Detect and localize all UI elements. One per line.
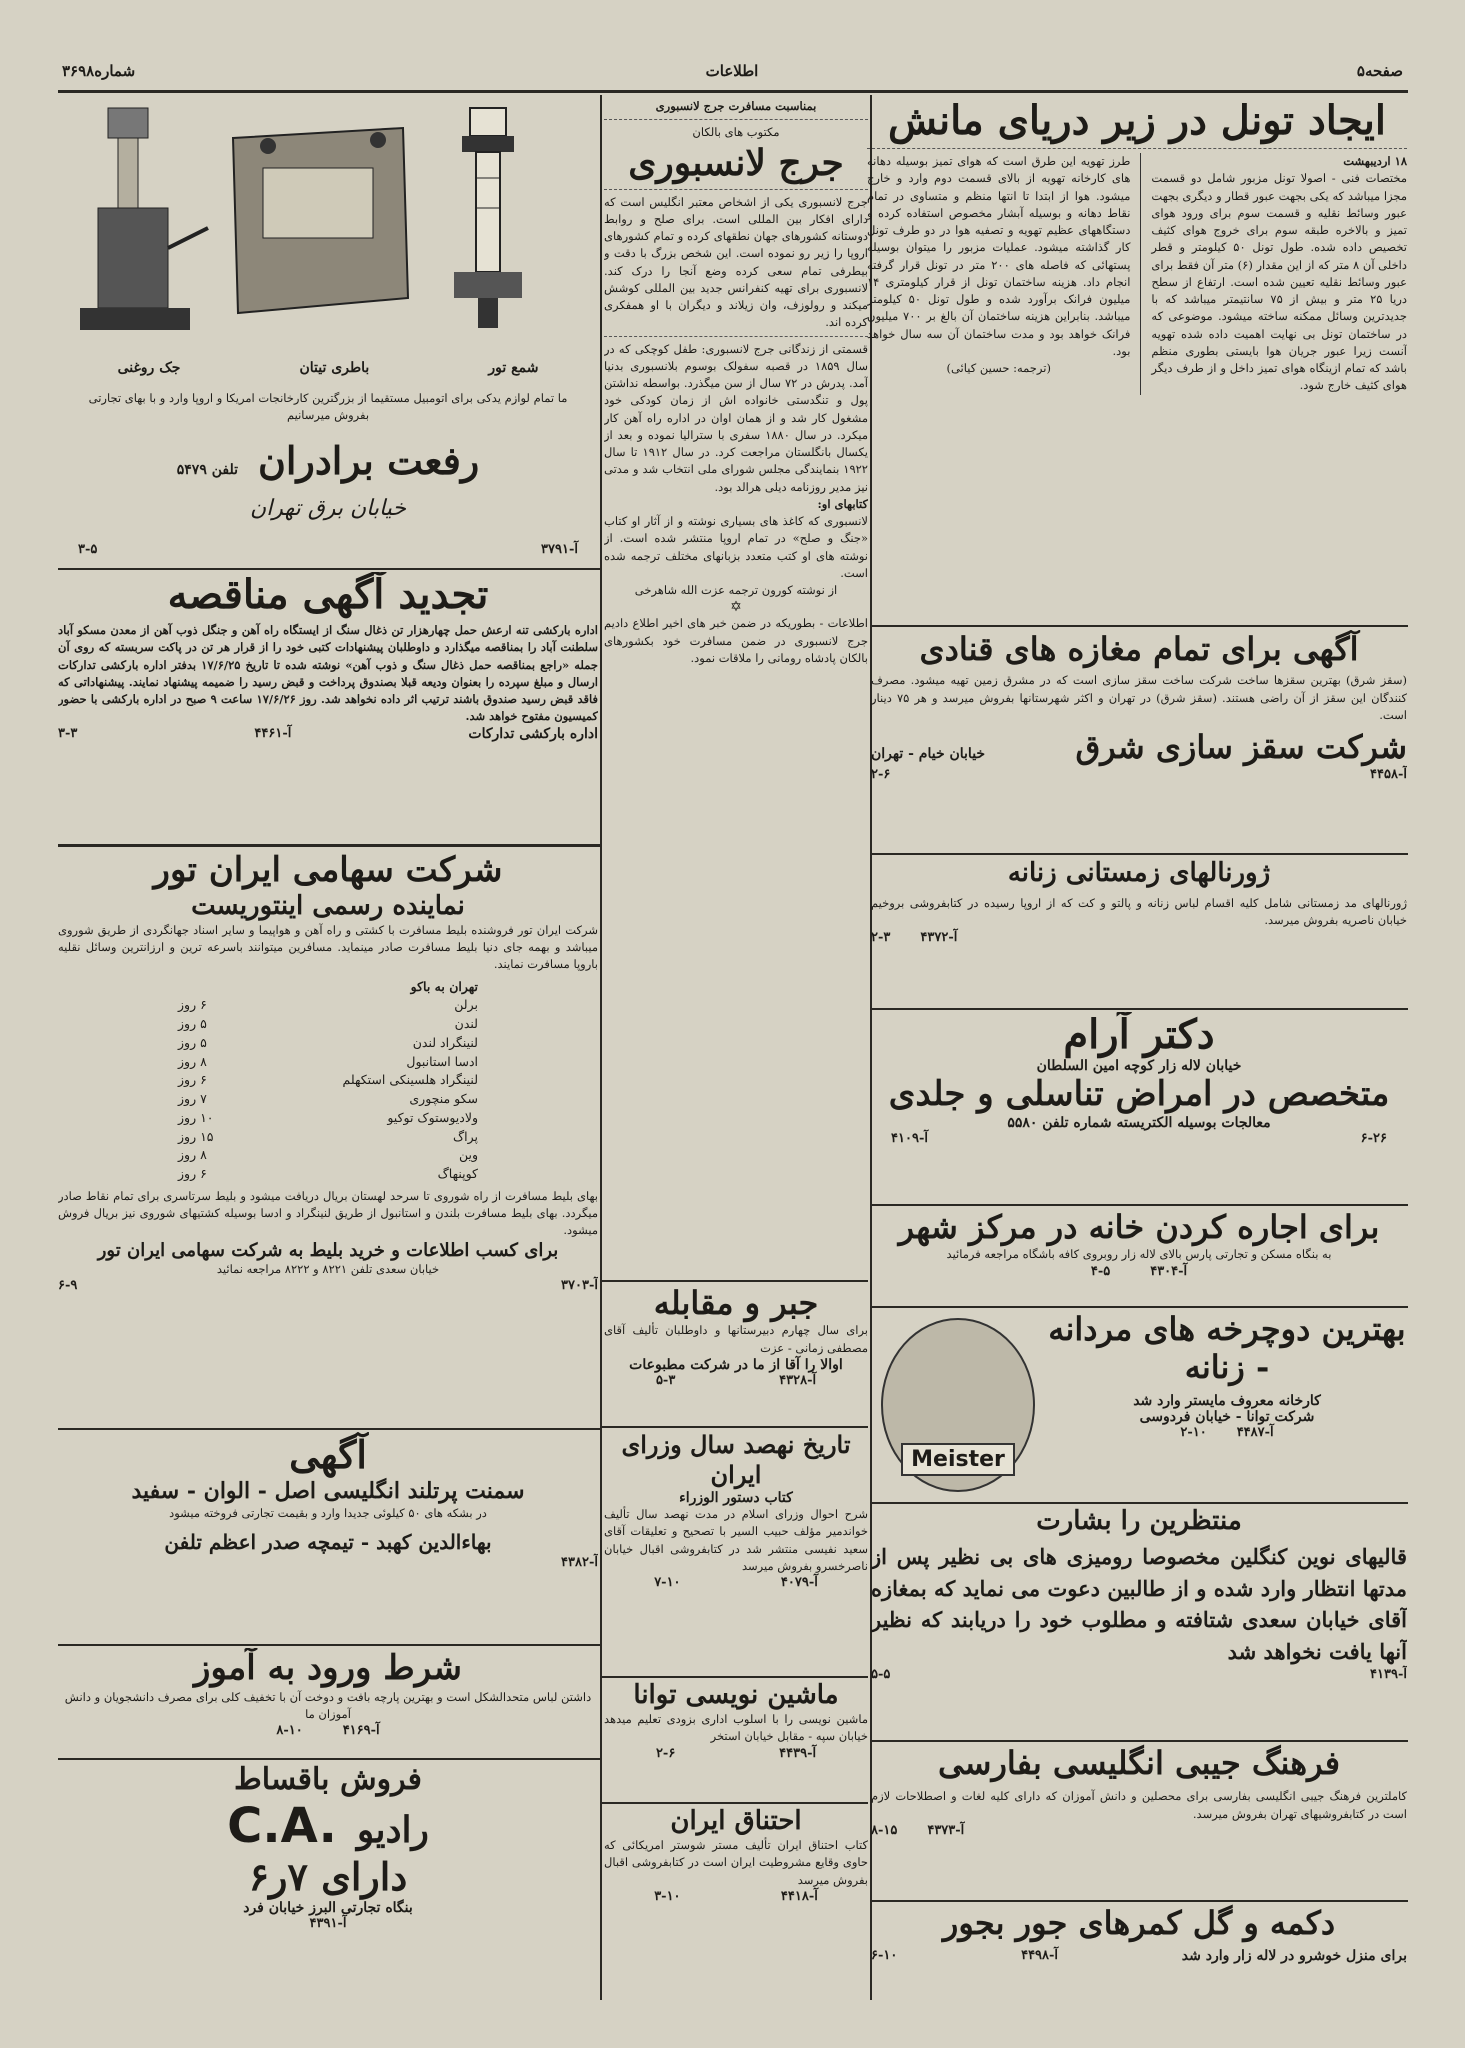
- table-row: [178, 1034, 478, 1053]
- doctor-codes: [871, 1131, 1407, 1146]
- rafat-address: خیابان برق تهران: [250, 496, 406, 521]
- radio-line2: رادیو: [356, 1809, 429, 1851]
- radio-brand: C.A.: [227, 1798, 337, 1854]
- algebra-codes: [604, 1373, 868, 1388]
- rafat-code: آ-۳۷۹۱: [541, 542, 578, 557]
- lansbury-kicker: بمناسبت مسافرت جرج لانسبوری: [655, 99, 817, 113]
- table-cell: سکو منچوری: [409, 1091, 478, 1107]
- uniform-run: ۸-۱۰: [276, 1723, 303, 1739]
- lansbury-note: اطلاعات - بطوریکه در ضمن خبر های اخیر اطلاع دادیم جرج لانسبوری در ضمن مسافرت خود بکشورهای بالکان پادشاه رومانی را ملاقات نمود.: [604, 616, 868, 665]
- cement-product: سمنت پرتلند انگلیسی اصل - الوان - سفید: [131, 1477, 525, 1504]
- journals-headline: ژورنالهای زمستانی زنانه: [1007, 858, 1271, 888]
- confect-codes: [871, 767, 1407, 782]
- history-subhead: کتاب دستور الوزراء: [679, 1490, 793, 1506]
- bicycle-maker: کارخانه معروف مایستر وارد شد: [1133, 1392, 1321, 1409]
- ihtinaq-run: ۳-۱۰: [654, 1888, 681, 1904]
- table-cell: ۸ روز: [178, 1147, 207, 1163]
- lansbury-books-label: کتابهای او:: [817, 496, 868, 511]
- rafat-codes: [78, 542, 578, 557]
- divider: [604, 336, 868, 337]
- ihtinaq-ad: [604, 1806, 868, 2000]
- confect-body: (سقز شرق) بهترین سقزها ساخت شرکت ساخت سقز سازی است که در مشرق زمین تهیه میشود. مصرف کنندگان این سقز از آن راضی هستند. (سقز شرق) در تهران و اکثر شهرستانها بفروش میرسد و هر ۷۵ دینار است.: [871, 673, 1407, 722]
- radio-line3: دارای ۷ر۶: [248, 1854, 408, 1899]
- irantour-code: آ-۳۷۰۳: [561, 1277, 598, 1293]
- typing-headline: ماشین نویسی توانا: [633, 1680, 839, 1710]
- page-label: صفحه۵: [1356, 62, 1403, 80]
- carpets-body: قالیهای نوین کنگلین مخصوصا رومیزی های بی نظیر پس از مدتها انتظار وارد شده و از طالبین دعوت می نماید که بمغازه آقای خیابان سعدی شتافته و مطلوب خود را دریابند که نظیر آنها یافت نخواهد شد: [871, 1544, 1407, 1664]
- buttons-code: آ-۴۴۹۸: [1021, 1948, 1059, 1964]
- table-cell: ۶ روز: [178, 1072, 207, 1088]
- rule: [872, 625, 1408, 627]
- history-codes: [604, 1575, 868, 1590]
- tunnel-columns: [867, 153, 1407, 395]
- confect-address: خیابان خیام - تهران: [871, 746, 986, 763]
- dictionary-code: آ-۴۳۷۳: [927, 1822, 965, 1838]
- cement-headline: آگهی: [289, 1432, 367, 1477]
- divider: [1140, 153, 1141, 395]
- table-cell: لنینگراد لندن: [412, 1034, 478, 1050]
- rule: [602, 1426, 868, 1428]
- lansbury-headline: جرج لانسبوری: [628, 141, 844, 184]
- buttons-headline: دکمه و گل کمرهای جور بجور: [942, 1904, 1336, 1942]
- newspaper-name: اطلاعات: [705, 62, 759, 80]
- rafat-products-illustration: [58, 98, 598, 348]
- dictionary-run: ۸-۱۵: [871, 1822, 898, 1838]
- table-cell: وین: [458, 1147, 478, 1163]
- tender-footer: [58, 726, 598, 742]
- carpets-headline: منتظرین را بشارت: [1036, 1506, 1242, 1536]
- table-cell: برلن: [454, 997, 478, 1013]
- bicycle-ad: [871, 1310, 1407, 1500]
- rent-headline: برای اجاره کردن خانه در مرکز شهر: [898, 1208, 1380, 1246]
- rule: [872, 1306, 1408, 1308]
- buttons-ad: [871, 1904, 1407, 2000]
- rule: [58, 1758, 600, 1760]
- bicycle-text: [1047, 1310, 1407, 1440]
- table-cell: ۶ روز: [178, 1166, 207, 1182]
- confect-code: آ-۴۴۵۸: [1370, 766, 1407, 782]
- journals-body: ژورنالهای مد زمستانی شامل کلیه اقسام لباس زنانه و پالتو و کت که از اروپا رسیده در کتابفروشی بروخیم خیابان ناصریه بفروش میرسد.: [871, 896, 1407, 928]
- table-row: [178, 1015, 478, 1034]
- product-label: جک روغنی: [117, 360, 181, 376]
- history-headline: تاریخ نهصد سال وزرای ایران: [621, 1430, 851, 1489]
- lansbury-signature: از نوشته کورون ترجمه عزت الله شاهرخی: [634, 583, 838, 598]
- rule: [58, 1644, 600, 1646]
- table-row: [178, 1071, 478, 1090]
- table-cell: ۷ روز: [178, 1091, 207, 1107]
- bicycle-headline: بهترین دوچرخه های مردانه - زنانه: [1048, 1310, 1406, 1387]
- algebra-publisher: اوالا را آقا از ما در شرکت مطبوعات: [629, 1356, 843, 1373]
- radio-ad: [58, 1762, 598, 2000]
- uniform-body: داشتن لباس متحدالشکل است و بهترین پارچه بافت و دوخت آن با تخفیف کلی برای مصرف دانشجویان و دانش آموزان ما: [64, 1689, 592, 1722]
- irantour-table-head: [178, 978, 478, 997]
- rent-code: آ-۴۳۰۴: [1150, 1263, 1188, 1279]
- journals-ad: [871, 858, 1407, 1008]
- typing-ad: [604, 1680, 868, 1800]
- irantour-contact: برای کسب اطلاعات و خرید بلیط به شرکت سهامی ایران تور: [97, 1239, 559, 1261]
- doctor-run: ۶-۲۶: [1360, 1130, 1387, 1146]
- rafat-desc: ما تمام لوازم یدکی برای اتومبیل مستقیما از بزرگترین کارخانجات امریکا و اروپا وارد و با بهای تجارتی بفروش میرسانیم: [88, 391, 568, 423]
- irantour-ad: [58, 850, 598, 1425]
- tunnel-col2-wrap: [867, 153, 1130, 395]
- dictionary-body: کاملترین فرهنگ جیبی انگلیسی بفارسی برای محصلین و دانش آموزان که دارای کلیه لغات و اصطلاحات لازم است در کتابفروشیهای تهران بفروش میرسد.: [871, 1789, 1407, 1821]
- lansbury-body2: قسمتی از زندگانی جرج لانسبوری: طفل کوچکی که در سال ۱۸۵۹ در قصبه سفولک بوسوم بلانسبوری بدنیا آمد. پدرش در ۷۲ سال از سن میگذرد. بواسطه نداشتن پول و تنگدستی خانواده اش از زمان کودکی خود مشغول کار شد و از همان اوان در اداره راه آهن کار میکرد. در سال ۱۸۸۰ سفری با سترالیا نموده و بعد از یکسال بانگلستان مراجعت کرد. در سال ۱۹۱۲ تا سال ۱۹۲۲ بنمایندگی مجلس شورای ملی انتخاب شد و مدتی نیز مدیر روزنامه دیلی هرالد بود.: [604, 341, 868, 494]
- table-row: [178, 1165, 478, 1184]
- doctor-specialty: متخصص در امراض تناسلی و جلدی: [888, 1074, 1390, 1114]
- rule: [872, 1204, 1408, 1206]
- history-ad: [604, 1430, 868, 1674]
- doctor-address: خیابان لاله زار کوچه امین السلطان: [1036, 1058, 1242, 1074]
- doctor-name: دکتر آرام: [1063, 1012, 1215, 1058]
- rent-codes: [871, 1264, 1407, 1279]
- rent-body: به بنگاه مسکن و تجارتی پارس بالای لاله زار روبروی کافه باشگاه مراجعه فرمائید: [946, 1247, 1332, 1262]
- confect-ad: [871, 630, 1407, 848]
- uniform-code: آ-۴۱۶۹: [342, 1723, 380, 1739]
- lansbury-subkicker: مکتوب های بالکان: [692, 125, 780, 140]
- uniform-codes: [58, 1723, 598, 1738]
- doctor-note: معالجات بوسیله الکتریسته شماره تلفن ۵۵۸۰: [1007, 1114, 1271, 1131]
- tunnel-translator: (ترجمه: حسین کیائی): [946, 361, 1051, 375]
- table-cell: ادسا استانبول: [406, 1053, 478, 1069]
- table-cell: ۵ روز: [178, 1034, 207, 1050]
- cement-code: آ-۴۳۸۲: [561, 1555, 598, 1571]
- rent-run: ۴-۵: [1090, 1263, 1111, 1279]
- rafat-ad: [58, 98, 598, 566]
- bicycle-logo: Meister: [901, 1443, 1015, 1476]
- radio-codes: [58, 1916, 598, 1931]
- cement-codes: [58, 1555, 598, 1570]
- bicycle-seller: شرکت توانا - خیابان فردوسی: [1139, 1408, 1315, 1425]
- ihtinaq-body: کتاب احتناق ایران تألیف مستر شوستر امریکائی که حاوی وقایع مشروطیت ایران است در کتابفروشی اقبال بفروش میرسد: [604, 1838, 868, 1887]
- masthead-rule: [58, 90, 1408, 93]
- confect-run: ۲-۶: [871, 766, 891, 782]
- carpets-run: ۵-۵: [871, 1667, 891, 1683]
- irantour-note: بهای بلیط مسافرت از راه شوروی تا سرحد لهستان بریال دریافت میشود و بلیط سرتاسری برای تمام نقاط صادر میگردد. بهای بلیط مسافرت بلندن و استانبول از طریق لنینگراد و ادسا بوسیله کشتیهای شوروی نیز بریال فروش میشود.: [58, 1188, 598, 1238]
- irantour-codes: [58, 1278, 598, 1293]
- rule: [872, 1008, 1408, 1010]
- table-cell: ۵ روز: [178, 1016, 207, 1032]
- tender-signature: اداره بارکشی تدارکات: [468, 725, 598, 742]
- carpets-ad: [871, 1506, 1407, 1736]
- product-label: شمع تور: [488, 360, 539, 376]
- rule: [58, 568, 600, 570]
- bicycle-codes: [1047, 1425, 1407, 1440]
- buttons-body: برای منزل خوشرو در لاله زار وارد شد: [1181, 1948, 1407, 1965]
- tunnel-date: ۱۸ اردیبهشت: [1343, 154, 1407, 168]
- irantour-run: ۶-۹: [58, 1277, 78, 1293]
- rule: [602, 1802, 868, 1804]
- rule: [872, 853, 1408, 855]
- rafat-run: ۳-۵: [78, 542, 98, 557]
- tender-headline: تجدید آگهی مناقصه: [167, 572, 489, 618]
- battery-illustration: [233, 128, 408, 313]
- tunnel-col1: مختصات فنی - اصولا تونل مزبور شامل دو قسمت مجزا میباشد که یکی بجهت عبور قطار و دیگری بجهت عبور وسائط نقلیه و قسمت سوم برای ورود هوای تمیز و بالاخره طبقه سوم برای خروج هوای کثیف تخصیص داده شده. طول تونل ۵۰ کیلومتر و قطر داخلی آن ۸ متر که از این مقدار (۶) متر آن فقط برای عبور وسائط نقلیه تعیین شده است. ارتفاع از سطح دریا ۲۵ متر و بیش از ۷۵ سانتیمتر میباشد که با جدیدترین وسائل ممکنه ساخته میشود. موضوعی که در ساختمان تونل بی نهایت اهمیت داده شده تهویه آنست زیرا عبور جریان هوا بایستی بطوری منظم باشد که تمام ازینگاه هوای تمیز داخل و از طرف دیگر هوای کثیف خارج شود.: [1151, 171, 1407, 393]
- dictionary-ad: [871, 1744, 1407, 1899]
- rule: [872, 1502, 1408, 1504]
- table-row: [178, 1090, 478, 1109]
- tender-run: ۳-۳: [58, 725, 78, 741]
- ihtinaq-headline: احتناق ایران: [670, 1806, 802, 1836]
- star-ornament: ✡: [730, 599, 742, 616]
- cement-ad: [58, 1432, 598, 1642]
- divider: [867, 148, 1407, 149]
- journals-codes: [871, 930, 1407, 945]
- bicycle-run: ۲-۱۰: [1180, 1424, 1207, 1440]
- history-body: شرح احوال وزرای اسلام در مدت نهصد سال تألیف خواندمیر مؤلف حبیب السیر با تصحیح و تعلیقات آقای سعید نفیسی منتشر شد در کتابفروشی اقبال خیابان ناصرخسرو بفروش میرسد: [604, 1507, 868, 1573]
- confect-headline: آگهی برای تمام مغازه های قنادی: [919, 630, 1359, 668]
- table-cell: ۱۵ روز: [178, 1128, 214, 1144]
- carpets-code: آ-۴۱۳۹: [1370, 1667, 1407, 1683]
- table-cell: ۶ روز: [178, 997, 207, 1013]
- rule: [58, 844, 600, 847]
- buttons-footer: [871, 1948, 1407, 1964]
- typing-run: ۲-۶: [655, 1745, 676, 1761]
- doctor-code: آ-۴۱۰۹: [891, 1130, 928, 1146]
- radio-line1: فروش باقساط: [234, 1762, 422, 1797]
- lansbury-body1: جرج لانسبوری یکی از اشخاص معتبر انگلیس است که دارای افکار بین المللی است. برای صلح و روابط دوستانه کشورهای جهان نطقهای کرده و تمام کشورهای اروپا را زیر رو نموده است. این شخص بزرگ با دقت و بیطرفی تمام سعی کرده وضع آنجا را درک کند. لانسبوری برای تهیه کنفرانس جدید بین المللی کوشش میکند و رولوزف، وان زیلاند و دیگران با او همفکری کرده اند.: [604, 194, 868, 330]
- bicycle-emblem-image: [881, 1318, 1035, 1492]
- irantour-address: خیابان سعدی تلفن ۸۲۲۱ و ۸۲۲۲ مراجعه نمائید: [216, 1261, 440, 1276]
- irantour-headline: شرکت سهامی ایران تور: [153, 850, 503, 890]
- dictionary-headline: فرهنگ جیبی انگلیسی بفارسی: [937, 1744, 1341, 1782]
- divider: [604, 119, 868, 120]
- table-cell: ولادیوستوک توکیو: [387, 1109, 478, 1125]
- algebra-code: آ-۴۳۲۸: [779, 1372, 817, 1388]
- confect-footer: [871, 728, 1407, 766]
- history-run: ۷-۱۰: [654, 1575, 681, 1590]
- rule: [872, 1740, 1408, 1742]
- rafat-company: رفعت برادران: [258, 438, 480, 483]
- irantour-subhead: نماینده رسمی اینتوریست: [191, 890, 465, 921]
- doctor-ad: [871, 1012, 1407, 1202]
- rule: [58, 1428, 600, 1430]
- radio-brand-row: [58, 1798, 598, 1854]
- table-cell: کوپنهاگ: [437, 1166, 478, 1182]
- uniform-ad: [58, 1648, 598, 1756]
- tunnel-col1-wrap: [1151, 153, 1407, 395]
- rule: [872, 1900, 1408, 1902]
- buttons-run: ۶-۱۰: [871, 1948, 898, 1964]
- column-rule-2: [600, 95, 602, 2000]
- product-label: باطری تیتان: [299, 360, 370, 376]
- rule: [602, 1280, 868, 1282]
- uniform-headline: شرط ورود به آموز: [194, 1648, 462, 1688]
- radio-seller: بنگاه تجارتی البرز خیابان فرد: [243, 1899, 413, 1916]
- typing-codes: [604, 1746, 868, 1761]
- tender-code: آ-۴۴۶۱: [254, 725, 292, 741]
- issue-label: شماره۳۶۹۸: [62, 62, 136, 80]
- cement-seller: بهاءالدین کهبد - تیمچه صدر اعظم تلفن: [164, 1530, 492, 1555]
- ihtinaq-code: آ-۴۴۱۸: [780, 1888, 818, 1904]
- typing-code: آ-۴۴۳۹: [779, 1745, 817, 1761]
- rafat-company-row: [58, 438, 598, 483]
- tender-ad: [58, 572, 598, 842]
- algebra-body: برای سال چهارم دبیرستانها و داوطلبان تألیف آقای مصطفی زمانی - عزت: [604, 1323, 868, 1355]
- tender-body: اداره بارکشی تنه ارعش حمل چهارهزار تن ذغال سنگ از ایستگاه راه آهن و جنگل ذوب آهن از معدن مسکو آباد سلطنت آباد را بمناقصه میگذارد و داوطلبان پیشنهادات کتبی خود را از قرار هر تن در پاکت سربسته که روی آن جمله «راجع بمناقصه حمل ذغال سنگ و ذوب آهن» نوشته شده تا تاریخ ۱۷/۶/۲۵ بدفتر اداره بارکشی تدارکات ارسال و مبلغ سپرده را بعنوان ودیعه قبلا بصندوق پرداخت و قبض رسید را ضمیمه پیشنهاد نمایند. پیشنهاداتی که فاقد قبض رسید صندوق باشند ترتیب اثر داده نخواهد شد. روز ۱۷/۶/۲۶ ساعت ۹ صبح در اداره بارکشی با حضور کمیسیون مفتوح خواهد شد.: [58, 623, 598, 724]
- algebra-ad: [604, 1284, 868, 1424]
- table-row: [178, 1146, 478, 1165]
- algebra-run: ۵-۳: [655, 1372, 676, 1388]
- rafat-phone: تلفن ۵۴۷۹: [176, 462, 238, 478]
- tunnel-col2: طرز تهویه این طرق است که هوای تمیز بوسیله دهانه های کارخانه تهویه از بالای قسمت دوم وارد و خارج میشود. هوا از ابتدا تا انتها منظم و متساوی در تمام نقاط دهانه و بوسیله آبشار مخصوص استفاده کرده و دستگاههای عظیم تهویه و تصفیه هوا در دو طرف تونل کار گذاشته میشود. عملیات مزبور را میتوان بوسیله پستهائی که فاصله های ۲۰۰ متر در تونل قرار گرفته انجام داد. هزینه ساختمان تونل از قرار کیلومتری ۱۴ میلیون فرانک برآورد شده و طول تونل ۵۰ کیلومتر میباشد. بنابراین هزینه ساختمان آن بالغ بر ۷۰۰ میلیون فرانک خواهد بود و مدت ساختمان آن سه سال خواهد بود.: [867, 154, 1131, 358]
- rule: [602, 1676, 868, 1678]
- journals-run: ۲-۳: [871, 929, 891, 945]
- dictionary-codes: [871, 1823, 1407, 1838]
- algebra-headline: جبر و مقابله: [653, 1284, 819, 1322]
- irantour-table: [178, 978, 478, 1184]
- bicycle-code: آ-۴۴۸۷: [1236, 1424, 1274, 1440]
- tunnel-headline: ایجاد تونل در زیر دریای مانش: [887, 98, 1387, 144]
- jack-illustration: [80, 108, 208, 330]
- rent-ad: [871, 1208, 1407, 1304]
- ihtinaq-codes: [604, 1889, 868, 1904]
- radio-code: آ-۴۳۹۱: [309, 1915, 347, 1931]
- rafat-product-labels: [58, 360, 598, 376]
- table-row: [178, 996, 478, 1015]
- irantour-body: شرکت ایران تور فروشنده بلیط مسافرت با کشتی و راه آهن و هواپیما و سایر اسناد جهانگردی از طریق شوروی میباشد و بهمه جای دنیا بلیط مسافرت صادر مینماید. مسافرین میتوانند باسرعه ترین و ارزانترین وسائل نقلیه باروپا مسافرت نمایند.: [58, 922, 598, 972]
- carpets-codes: [871, 1667, 1407, 1682]
- table-row: [178, 1109, 478, 1128]
- table-row: [178, 1128, 478, 1147]
- table-cell: لنینگراد هلسینکی استکهلم: [342, 1072, 478, 1088]
- journals-code: آ-۴۳۷۲: [920, 929, 958, 945]
- typing-body: ماشین نویسی را با اسلوب اداری بزودی تعلیم میدهد خیابان سپه - مقابل خیابان استخر: [604, 1712, 868, 1744]
- spark-plug-illustration: [454, 108, 522, 328]
- history-code: آ-۴۰۷۹: [780, 1575, 818, 1590]
- table-cell: پراگ: [452, 1128, 478, 1144]
- table-cell: لندن: [454, 1016, 478, 1032]
- cement-detail: در بشکه های ۵۰ کیلوئی جدیدا وارد و بقیمت تجارتی فروخته میشود: [169, 1506, 487, 1521]
- divider: [604, 189, 868, 190]
- table-head-label: تهران به باکو: [410, 978, 478, 994]
- lansbury-article: [604, 98, 868, 1278]
- confect-company: شرکت سقز سازی شرق: [1075, 728, 1407, 767]
- lansbury-body3: لانسبوری که کاغذ های بسیاری نوشته و از آثار او کتاب «جنگ و صلح» در تمام اروپا منتشر شده است. از نوشته های او کتب متعدد بزبانهای مختلف ترجمه شده است.: [604, 514, 868, 580]
- tunnel-article: [867, 98, 1407, 620]
- table-row: [178, 1053, 478, 1072]
- table-cell: ۸ روز: [178, 1053, 207, 1069]
- table-cell: ۱۰ روز: [178, 1109, 214, 1125]
